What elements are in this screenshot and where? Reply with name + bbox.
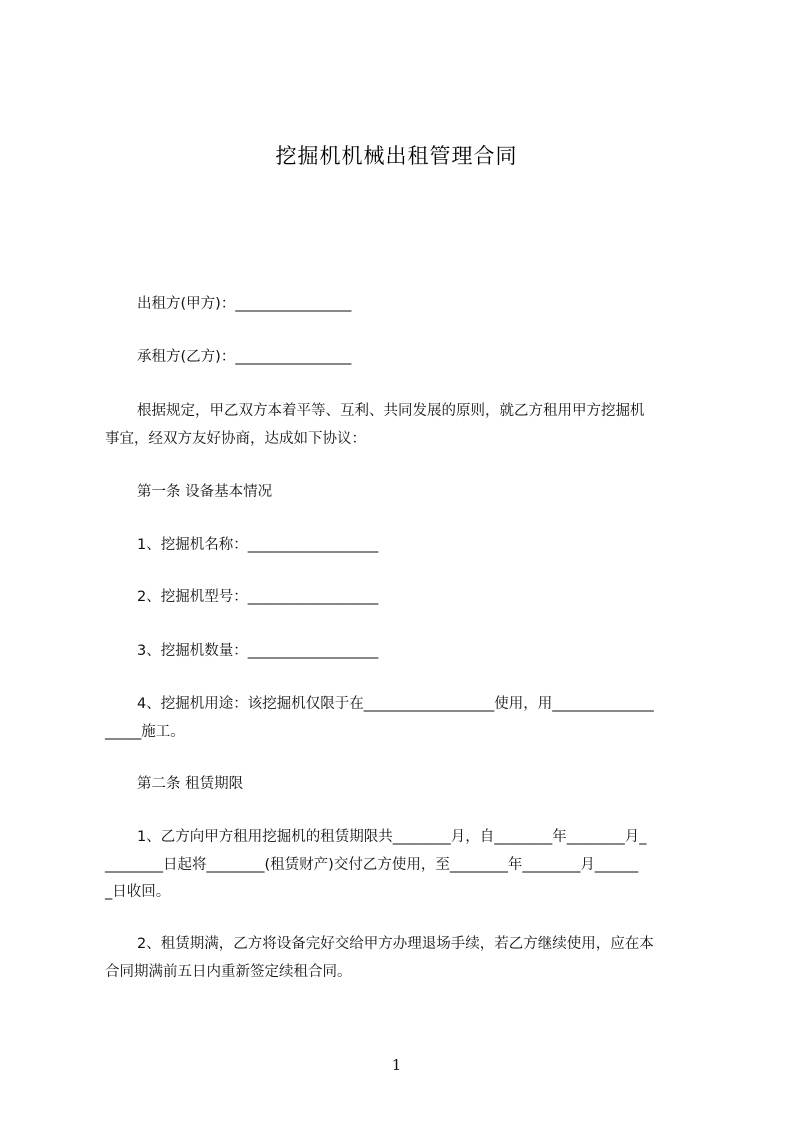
page-number: 1	[391, 1056, 402, 1074]
equipment-model-line: 2、挖掘机型号：__________________	[137, 589, 379, 605]
intro-line-1: 根据规定，甲乙双方本着平等、互利、共同发展的原则，就乙方租用甲方挖掘机	[137, 403, 645, 419]
article-1-heading: 第一条 设备基本情况	[137, 484, 273, 500]
lessor-line: 出租方(甲方)：________________	[137, 296, 352, 312]
lease-expiry-line-2: 合同期满前五日内重新签定续租合同。	[105, 964, 352, 980]
equipment-usage-line-1: 4、挖掘机用途：该挖掘机仅限于在__________________使用，用______________	[137, 696, 654, 712]
lease-term-line-2: ________日起将________(租赁财产)交付乙方使用，至________年________月______	[105, 857, 639, 873]
contract-title: 挖掘机机械出租管理合同	[275, 144, 518, 168]
lease-expiry-line-1: 2、租赁期满，乙方将设备完好交给甲方办理退场手续，若乙方继续使用，应在本	[137, 936, 654, 952]
equipment-usage-line-2: _____施工。	[105, 724, 185, 740]
equipment-quantity-line: 3、挖掘机数量：__________________	[137, 643, 379, 659]
article-2-heading: 第二条 租赁期限	[137, 776, 244, 792]
lessee-line: 承租方(乙方)：________________	[137, 349, 352, 365]
lease-term-line-1: 1、乙方向甲方租用挖掘机的租赁期限共________月，自________年________月_	[137, 829, 647, 845]
lease-term-line-3: _日收回。	[105, 884, 171, 900]
equipment-name-line: 1、挖掘机名称：__________________	[137, 537, 379, 553]
intro-line-2: 事宜，经双方友好协商，达成如下协议：	[105, 431, 366, 447]
